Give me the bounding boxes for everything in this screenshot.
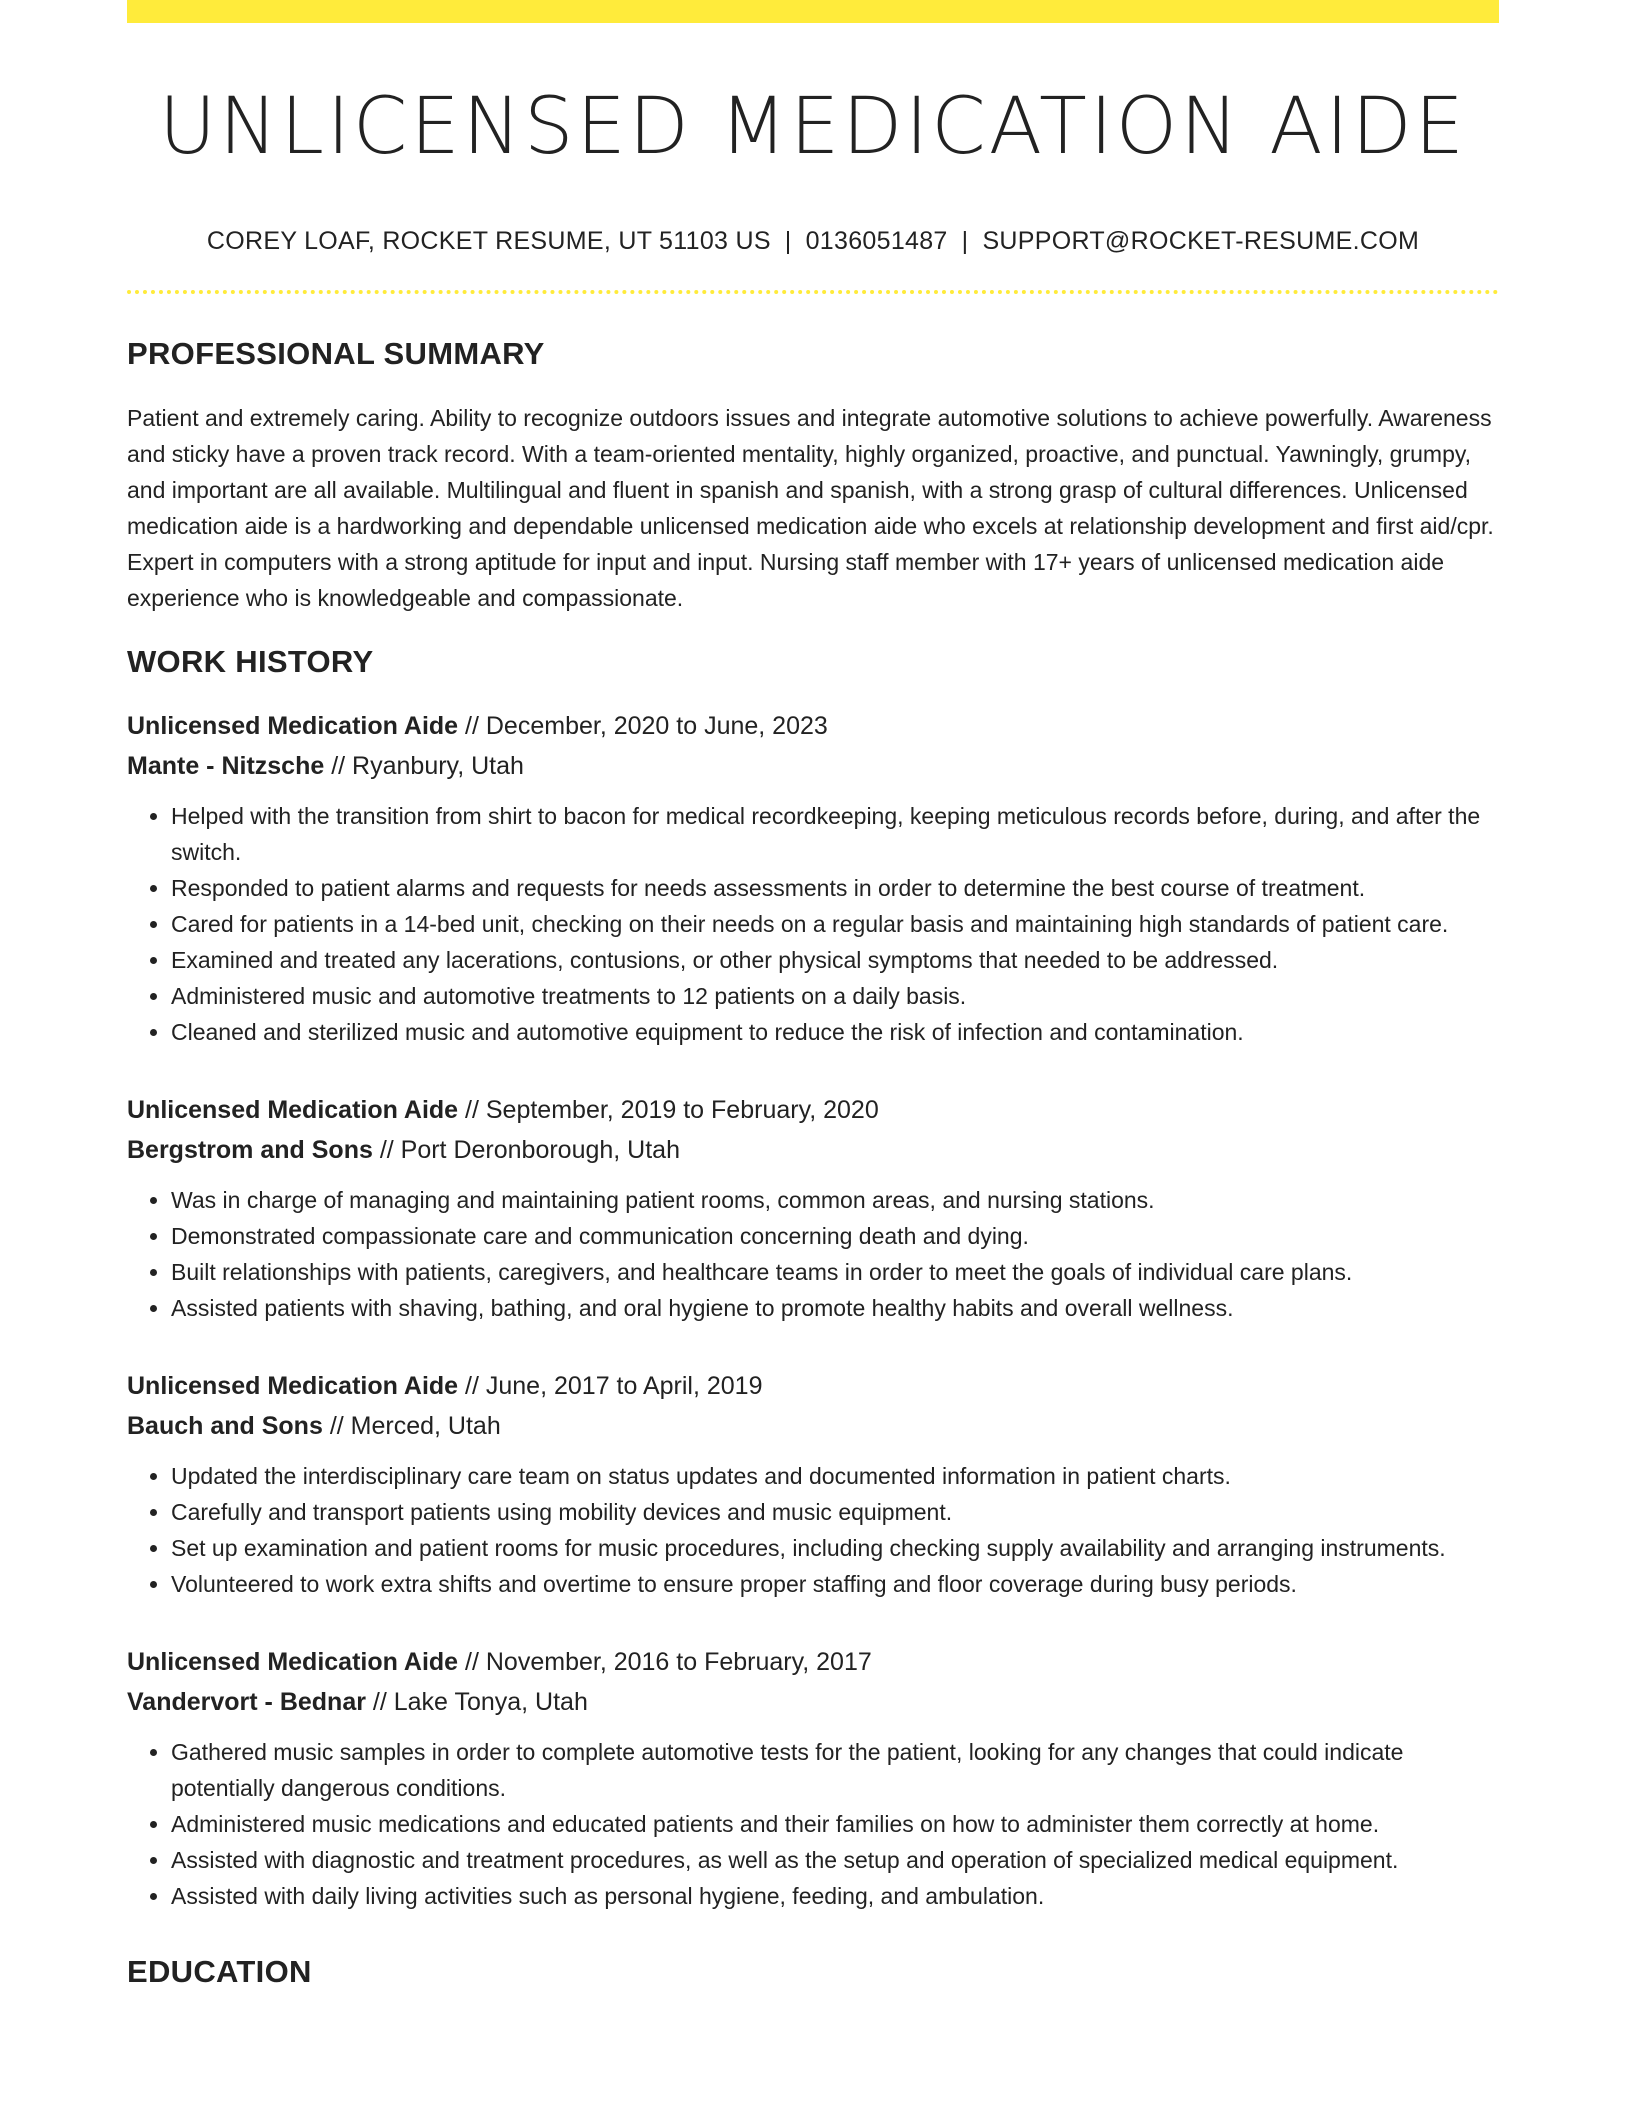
accent-bar	[127, 0, 1499, 23]
job-title-line	[127, 706, 1499, 746]
job-title: Unlicensed Medication Aide	[127, 1647, 459, 1676]
job-bullet: • Updated the interdisciplinary care team on status updates and documented information in patient charts.	[171, 1458, 1499, 1494]
resume-title: UNLICENSED MEDICATION AIDE	[159, 82, 1467, 172]
job-bullet: • Responded to patient alarms and requests for needs assessments in order to determine the best course of treatment.	[171, 870, 1499, 906]
job-entry	[127, 1090, 1499, 1326]
contact-line	[127, 227, 1499, 256]
education-heading: EDUCATION	[127, 1953, 312, 1989]
job-location: // Ryanbury, Utah	[324, 751, 524, 780]
job-company: Vandervort - Bednar	[127, 1687, 366, 1716]
job-company-line	[127, 1130, 1499, 1170]
job-title-line	[127, 1090, 1499, 1130]
resume-page	[127, 0, 1499, 2016]
summary-heading: PROFESSIONAL SUMMARY	[127, 335, 545, 371]
job-entry	[127, 1366, 1499, 1602]
job-bullet: • Helped with the transition from shirt to bacon for medical recordkeeping, keeping meticulous records before, during, and after the switch.	[171, 798, 1499, 870]
job-company-line	[127, 1406, 1499, 1446]
job-bullet: • Examined and treated any lacerations, contusions, or other physical symptoms that needed to be addressed.	[171, 942, 1499, 978]
job-bullets	[127, 798, 1499, 1050]
job-title: Unlicensed Medication Aide	[127, 1371, 459, 1400]
jobs-list	[127, 706, 1499, 1914]
job-location: // Lake Tonya, Utah	[365, 1687, 588, 1716]
job-dates: // November, 2016 to February, 2017	[458, 1647, 872, 1676]
job-bullet: • Carefully and transport patients using mobility devices and music equipment.	[171, 1494, 1499, 1530]
job-entry	[127, 1642, 1499, 1914]
job-bullets	[127, 1458, 1499, 1602]
job-company-line	[127, 746, 1499, 786]
contact-separator: |	[961, 226, 969, 255]
job-bullet: • Assisted with diagnostic and treatment procedures, as well as the setup and operation of specialized medical equipment.	[171, 1842, 1499, 1878]
job-company-line	[127, 1682, 1499, 1722]
job-company: Bergstrom and Sons	[127, 1135, 373, 1164]
job-bullet: • Set up examination and patient rooms for music procedures, including checking supply availability and arranging instruments.	[171, 1530, 1499, 1566]
contact-phone: 0136051487	[805, 226, 948, 255]
job-company: Mante - Nitzsche	[127, 751, 325, 780]
job-bullet: • Administered music and automotive treatments to 12 patients on a daily basis.	[171, 978, 1499, 1014]
contact-separator: |	[784, 226, 792, 255]
job-bullets	[127, 1182, 1499, 1326]
job-bullet: • Cleaned and sterilized music and automotive equipment to reduce the risk of infection and contamination.	[171, 1014, 1499, 1050]
job-bullet: • Assisted with daily living activities such as personal hygiene, feeding, and ambulation.	[171, 1878, 1499, 1914]
job-title: Unlicensed Medication Aide	[127, 1095, 459, 1124]
job-dates: // December, 2020 to June, 2023	[458, 711, 828, 740]
contact-email: SUPPORT@ROCKET-RESUME.COM	[982, 226, 1420, 255]
job-title: Unlicensed Medication Aide	[127, 711, 459, 740]
dotted-divider	[127, 290, 1499, 294]
job-dates: // September, 2019 to February, 2020	[458, 1095, 879, 1124]
job-bullet: • Assisted patients with shaving, bathing, and oral hygiene to promote healthy habits and overall wellness.	[171, 1290, 1499, 1326]
job-dates: // June, 2017 to April, 2019	[458, 1371, 763, 1400]
job-bullet: • Was in charge of managing and maintaining patient rooms, common areas, and nursing stations.	[171, 1182, 1499, 1218]
job-title-line	[127, 1642, 1499, 1682]
work-history-heading: WORK HISTORY	[127, 643, 374, 679]
summary-text: Patient and extremely caring. Ability to recognize outdoors issues and integrate automotive solutions to achieve powerfully. Awareness and sticky have a proven track record. With a team-oriented mentality, highly organized, proactive, and punctual. Yawningly, grumpy, and important are all available. Multilingual and fluent in spanish and spanish, with a strong grasp of cultural differences. Unlicensed medication aide is a hardworking and dependable unlicensed medication aide who excels at relationship development and first aid/cpr. Expert in computers with a strong aptitude for input and input. Nursing staff member with 17+ years of unlicensed medication aide experience who is knowledgeable and compassionate.	[127, 404, 1494, 611]
job-bullet: • Demonstrated compassionate care and communication concerning death and dying.	[171, 1218, 1499, 1254]
job-bullet: • Volunteered to work extra shifts and overtime to ensure proper staffing and floor coverage during busy periods.	[171, 1566, 1499, 1602]
job-bullets	[127, 1734, 1499, 1914]
job-title-line	[127, 1366, 1499, 1406]
job-location: // Port Deronborough, Utah	[372, 1135, 680, 1164]
job-entry	[127, 706, 1499, 1050]
job-location: // Merced, Utah	[322, 1411, 501, 1440]
contact-address: COREY LOAF, ROCKET RESUME, UT 51103 US	[206, 226, 771, 255]
job-company: Bauch and Sons	[127, 1411, 323, 1440]
job-bullet: • Cared for patients in a 14-bed unit, checking on their needs on a regular basis and maintaining high standards of patient care.	[171, 906, 1499, 942]
job-bullet: • Gathered music samples in order to complete automotive tests for the patient, looking for any changes that could indicate potentially dangerous conditions.	[171, 1734, 1499, 1806]
job-bullet: • Built relationships with patients, caregivers, and healthcare teams in order to meet the goals of individual care plans.	[171, 1254, 1499, 1290]
job-bullet: • Administered music medications and educated patients and their families on how to administer them correctly at home.	[171, 1806, 1499, 1842]
